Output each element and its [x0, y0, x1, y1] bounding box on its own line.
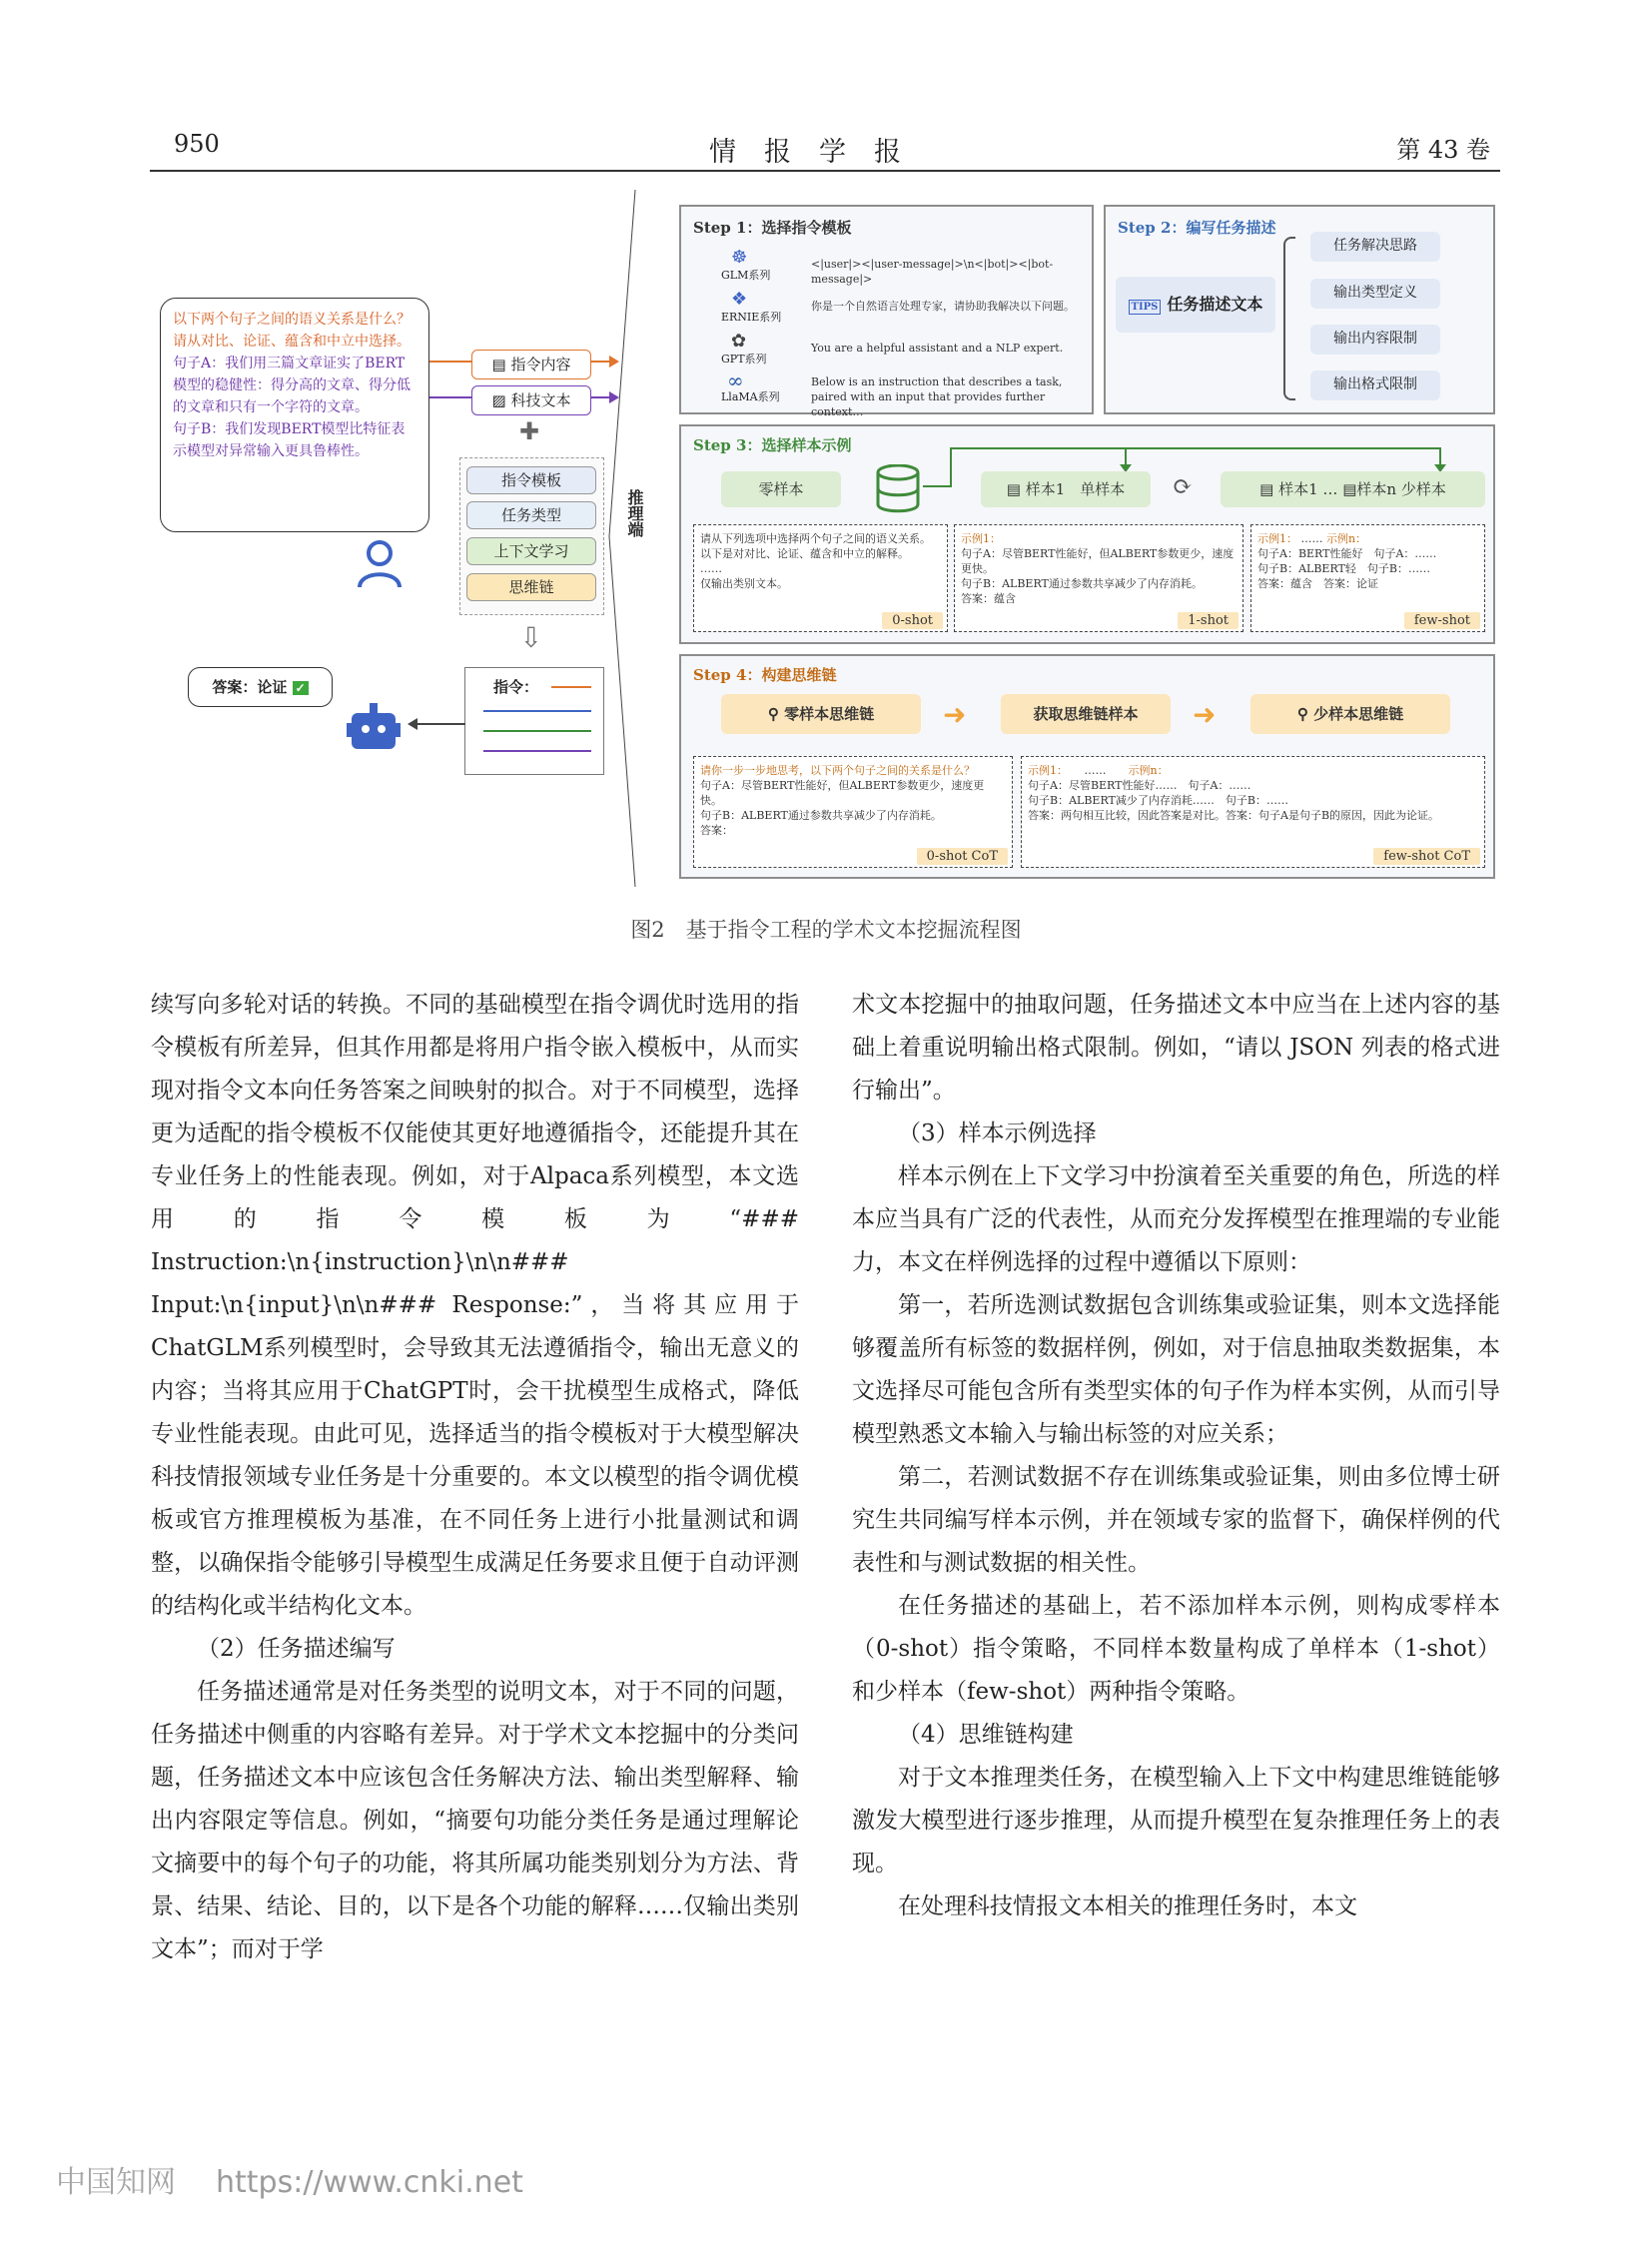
step2-item [1310, 371, 1440, 400]
arrow-icon: ➜ [1193, 698, 1217, 731]
step2-title: Step 2：编写任务描述 [1118, 219, 1276, 237]
section-heading: （2）任务描述编写 [197, 1636, 396, 1662]
doc-icon: ▤ [1342, 480, 1357, 498]
example-line: 句子B：…… [1366, 562, 1430, 575]
example-line: 示例n： [1128, 764, 1169, 777]
few-shot-pill [1221, 471, 1485, 507]
badge-1shot: 1-shot [1178, 612, 1239, 629]
answer-bubble [188, 667, 333, 707]
model-template: 你是一个自然语言处理专家，请协助我解决以下问题。 [811, 300, 1075, 313]
output-arrow [408, 717, 465, 731]
stage-label: 零样本思维链 [784, 705, 875, 723]
page-header [150, 128, 1500, 172]
pill-label: 样本n [1356, 480, 1397, 498]
paragraph: 续写向多轮对话的转换。不同的基础模型在指令调优时选用的指令模板有所差异，但其作用都是将用户指令嵌入模板中，从而实现对指令文本向任务答案之间映射的拟合。对于不同模型，选择更为适配的指令模板不仅能使其更好地遵循指令，还能提升其在专业任务上的性能表现。例如，对于Alpaca系列模型，本文选用的指令模板为“### Instruction:\n{instruction}\n\n### Input:\n{input}\n\n### Response:”，当将其应用于ChatGLM系列模型时，会导致其无法遵循指令，输出无意义的内容；当将其应用于ChatGPT时，会干扰模型生成格式，降低专业性能表现。由此可见，选择适当的指令模板对于大模型解决科技情报领域专业任务是十分重要的。本文以模型的指令调优模板或官方推理模板为基准，在不同任务上进行小批量测试和调整，以确保指令能够引导模型生成满足任务要求且便于自动评测的结构化或半结构化文本。 [151, 992, 799, 1619]
step4-panel [679, 654, 1495, 879]
llama-icon: ∞ [727, 369, 744, 392]
component-in-context [466, 537, 596, 565]
model-name: GPT系列 [721, 353, 767, 366]
example-line: 请从下列选项中选择两个句子之间的语义关系。 [700, 532, 931, 545]
item-label: 输出格式限制 [1333, 376, 1417, 392]
model-template: Below is an instruction that describes a task, paired with an input that provides further context… [811, 375, 1063, 418]
pill-label: … [1322, 480, 1338, 498]
few-cot-pill [1250, 694, 1450, 734]
sentence-b: 句子B：我们发现BERT模型比特征表示模型对异常输入更具鲁棒性。 [173, 421, 406, 459]
example-line: 答案：两句相互比较，因此答案是对比。答案：句子A是句子B的原因，因此为论证。 [1028, 809, 1440, 822]
example-line: 句子A：…… [1373, 547, 1437, 560]
sentence-a: 句子A：我们用三篇文章证实了BERT模型的稳健性：得分高的文章、得分低的文章和只有一个字符的文章。 [173, 356, 411, 415]
example-line: 示例n： [1326, 532, 1367, 545]
example-line: …… [1300, 532, 1323, 545]
question-bubble [160, 298, 429, 532]
task-desc-label: 任务描述文本 [1167, 295, 1263, 314]
step3-panel [679, 424, 1495, 644]
stage-label: 获取思维链样本 [1033, 705, 1139, 723]
doc-icon: ▤ [1259, 480, 1274, 498]
arrow-icon: ➜ [943, 698, 967, 731]
example-line: 句子A：尽管BERT性能好，但ALBERT参数更少，速度更快。 [961, 547, 1235, 575]
model-template: <|user|><|user-message|>\n<|bot|><|bot-message|> [811, 258, 1054, 286]
pill-label: 零样本 [758, 480, 804, 498]
item-label: 任务解决思路 [1333, 238, 1417, 254]
model-name: GLM系列 [721, 269, 771, 282]
tag-label: 科技文本 [510, 391, 571, 409]
badge-fewshot: few-shot [1404, 612, 1480, 629]
example-line: 答案： [700, 824, 733, 837]
pill-label: 单样本 [1080, 480, 1126, 498]
example-line: 句子B：ALBERT通过参数共享减少了内存消耗。 [961, 577, 1203, 590]
page-number: 950 [174, 130, 220, 158]
right-column [852, 984, 1500, 1928]
site-name: 中国知网 [56, 2165, 176, 2200]
item-label: 输出类型定义 [1333, 285, 1417, 301]
paragraph: 任务描述通常是对任务类型的说明文本，对于不同的问题，任务描述中侧重的内容略有差异。对于学术文本挖掘中的分类问题，任务描述文本中应该包含任务解决方法、输出类型解释、输出内容限定等信息。例如，“摘要句功能分类任务是通过理解论文摘要中的每个句子的功能，将其所属功能类别划分为方法、背景、结果、结论、目的，以下是各个功能的解释……仅输出类别文本”；而对于学 [151, 1679, 799, 1962]
model-name: ERNIE系列 [721, 311, 782, 324]
flowchart-figure [150, 190, 1500, 889]
component-label: 思维链 [508, 578, 554, 596]
badge-0shot: 0-shot [882, 612, 943, 629]
step1-panel [679, 205, 1094, 418]
get-cot-pill [1001, 694, 1171, 734]
step2-item [1310, 325, 1440, 355]
example-line: 句子A：尽管BERT性能好，但ALBERT参数更少，速度更快。 [700, 779, 985, 807]
instruction-document [464, 667, 604, 775]
site-url[interactable]: https://www.cnki.net [216, 2165, 523, 2200]
example-line: 示例1： [961, 532, 1001, 545]
figure-caption: 图2 基于指令工程的学术文本挖掘流程图 [630, 918, 1022, 942]
component-cot [466, 573, 596, 601]
component-label: 任务类型 [500, 506, 561, 524]
paragraph: 样本示例在上下文学习中扮演着至关重要的角色，所选的样本应当具有广泛的代表性，从而充分发挥模型在推理端的专业能力，本文在样例选择的过程中遵循以下原则： [852, 1163, 1500, 1275]
bracket-lines [607, 190, 637, 889]
one-shot-example [954, 524, 1243, 632]
components-box [459, 457, 604, 615]
example-line: 仅输出类别文本。 [700, 577, 788, 590]
paragraph: 术文本挖掘中的抽取问题，任务描述文本中应当在上述内容的基础上着重说明输出格式限制。例如，“请以 JSON 列表的格式进行输出”。 [852, 992, 1500, 1104]
left-column [151, 984, 799, 1971]
few-cot-example [1021, 756, 1485, 868]
robot-icon [346, 701, 402, 753]
step2-brace [1283, 237, 1295, 400]
task-desc-box [1116, 277, 1275, 333]
step4-title: Step 4：构建思维链 [693, 666, 837, 684]
pill-label: 少样本 [1400, 480, 1446, 498]
paragraph: 对于文本推理类任务，在模型输入上下文中构建思维链能够激发大模型进行逐步推理，从而提升模型在复杂推理任务上的表现。 [852, 1765, 1500, 1876]
zero-shot-pill [721, 471, 841, 507]
example-line: 句子B：ALBERT减少了内存消耗…… [1028, 794, 1215, 807]
paragraph: 在处理科技情报文本相关的推理任务时，本文 [898, 1893, 1357, 1919]
tag-instruction-content: ▤ 指令内容 [471, 350, 591, 379]
few-shot-example [1250, 524, 1485, 632]
example-line: 句子B：…… [1225, 794, 1288, 807]
plus-icon: ✚ [519, 417, 540, 445]
step2-item [1310, 279, 1440, 309]
user-icon [355, 537, 405, 589]
example-line: 句子B：ALBERT通过参数共享减少了内存消耗。 [700, 809, 942, 822]
example-line: …… [700, 562, 722, 575]
example-line: 请你一步一步地思考，以下两个句子之间的关系是什么？ [700, 764, 975, 777]
footer-watermark [56, 2157, 523, 2201]
step1-title: Step 1：选择指令模板 [693, 219, 852, 237]
database-icon [876, 464, 920, 514]
doc-icon: ▤ [1006, 480, 1021, 498]
zero-cot-pill [721, 694, 921, 734]
tag-label: 指令内容 [510, 356, 571, 374]
badge-0shot-cot: 0-shot CoT [917, 848, 1008, 865]
down-arrow-icon: ⇩ [519, 621, 543, 654]
gpt-icon: ✿ [731, 331, 747, 352]
section-heading: （3）样本示例选择 [898, 1121, 1097, 1146]
volume-label: 第 43 卷 [1396, 136, 1490, 164]
component-label: 上下文学习 [493, 542, 569, 560]
paragraph: 第二，若测试数据不存在训练集或验证集，则由多位博士研究生共同编写样本示例，并在领域专家的监督下，确保样例的代表性和与测试数据的相关性。 [852, 1464, 1500, 1576]
model-template: You are a helpful assistant and a NLP expert. [811, 342, 1064, 355]
paragraph: 在任务描述的基础上，若不添加样本示例，则构成零样本（0-shot）指令策略，不同样本数量构成了单样本（1-shot）和少样本（few-shot）两种指令策略。 [852, 1593, 1500, 1705]
ernie-icon: ❖ [731, 289, 748, 310]
component-template [466, 466, 596, 494]
route-icon: ⚲ [1296, 705, 1308, 723]
question-text: 以下两个句子之间的语义关系是什么？请从对比、论证、蕴含和中立中选择。 [173, 312, 411, 350]
journal-name: 情报学报 [709, 137, 929, 168]
example-line: 答案：论证 [1323, 577, 1378, 590]
route-icon: ⚲ [767, 705, 779, 723]
answer-text: 答案：论证 [212, 678, 288, 696]
refresh-icon: ⟳ [1173, 472, 1194, 500]
tips-icon: TIPS [1129, 300, 1162, 315]
example-line: 句子A：BERT性能好 [1257, 547, 1363, 560]
pill-label: 样本1 [1025, 480, 1066, 498]
section-heading: （4）思维链构建 [898, 1722, 1074, 1748]
example-line: 以下是对对比、论证、蕴含和中立的解释。 [700, 547, 909, 560]
glm-icon: ☸ [731, 247, 748, 268]
instruction-label: 指令： [493, 678, 539, 696]
stage-label: 少样本思维链 [1313, 705, 1404, 723]
pill-label: 样本1 [1278, 480, 1318, 498]
paragraph: 第一，若所选测试数据包含训练集或验证集，则本文选择能够覆盖所有标签的数据样例，例如，对于信息抽取类数据集，本文选择尽可能包含所有类型实体的句子作为样本实例，从而引导模型熟悉文本输入与输出标签的对应关系； [852, 1292, 1500, 1447]
one-shot-pill [981, 471, 1151, 507]
step2-item [1310, 232, 1440, 262]
example-line: 示例1： [1028, 764, 1063, 777]
example-line: 句子B：ALBERT轻 [1257, 562, 1356, 575]
step3-title: Step 3：选择样本示例 [693, 436, 852, 454]
example-line: 示例1： [1257, 532, 1297, 545]
component-task-type [466, 501, 596, 529]
inference-label: 推理端 [625, 489, 644, 537]
model-name: LlaMA系列 [721, 390, 780, 403]
example-line: 句子A：尽管BERT性能好…… [1028, 779, 1178, 792]
item-label: 输出内容限制 [1333, 331, 1417, 347]
zero-cot-example [693, 756, 1013, 868]
badge-fewshot-cot: few-shot CoT [1373, 848, 1480, 865]
tag-scientific-text: ▨ 科技文本 [471, 385, 591, 415]
check-icon: ✓ [293, 681, 309, 695]
example-line: 句子A：…… [1188, 779, 1251, 792]
step2-panel [1104, 205, 1495, 414]
component-label: 指令模板 [500, 471, 561, 489]
example-line: 答案：蕴含 [961, 592, 1016, 605]
example-line: …… [1084, 764, 1107, 777]
example-line: 答案：蕴含 [1257, 577, 1312, 590]
zero-shot-example [693, 524, 948, 632]
